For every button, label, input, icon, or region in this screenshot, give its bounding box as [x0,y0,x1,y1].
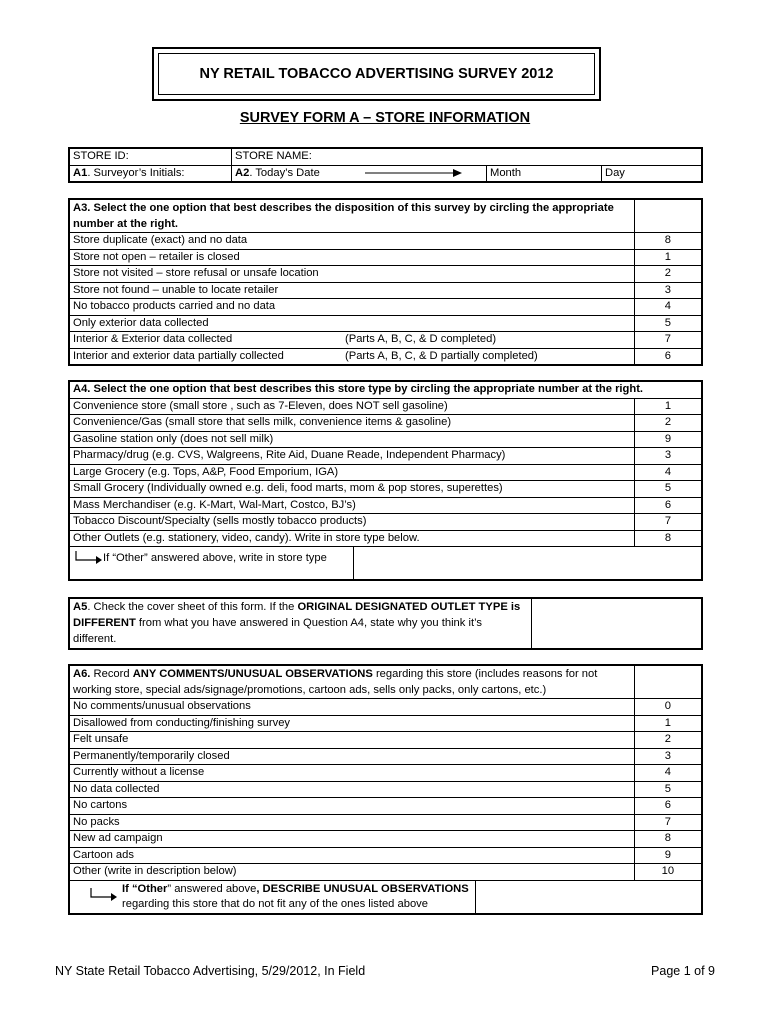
option-text: No cartons [73,799,128,811]
a3-option-code[interactable]: 6 [634,348,702,365]
option-text: Gasoline station only (does not sell milk) [73,432,274,445]
month-cell[interactable] [487,165,602,182]
a6-option-row [69,864,702,881]
footer-left: NY State Retail Tobacco Advertising, 5/29/2012, In Field [55,964,366,978]
a4-option-code[interactable]: 8 [635,530,703,547]
a6-option-row [69,765,702,782]
a6-option-code[interactable]: 1 [634,715,702,732]
a6-option-label [69,715,634,732]
a6-option-label [69,781,634,798]
a4-option-code[interactable]: 7 [635,514,703,531]
a6-text-3: working store, special ads/signage/promotions, cartoon ads, sells only packs, only cartons, etc.) [73,684,547,696]
a6-option-label [69,699,634,716]
a3-option-label [69,282,634,299]
a4-options [69,398,702,547]
page-number: Page 1 of 9 [651,964,715,978]
a6-other-row [69,880,702,914]
a6-option-label [69,814,634,831]
a3-option-label [69,233,634,250]
option-text: Cartoon ads [73,848,134,861]
a4-option-label [69,431,635,448]
a3-option-row [69,249,702,266]
a4-option-label [69,530,635,547]
a3-option-row [69,315,702,332]
a6-other-text-1: ” answered above [167,882,257,895]
a3-option-code[interactable]: 2 [634,266,702,283]
a5-number: A5 [73,601,88,613]
a3-option-row [69,332,702,349]
a4-option-code[interactable]: 5 [635,481,703,498]
a6-option-label [69,732,634,749]
a4-option-label [69,514,635,531]
a6-question [69,665,634,699]
option-text: Interior & Exterior data collected [73,333,233,345]
a3-option-row [69,299,702,316]
a6-other-prompt [70,881,476,913]
option-text: Tobacco Discount/Specialty (sells mostly tobacco products) [73,515,367,527]
option-text: Store not found – unable to locate retailer [73,283,279,296]
a4-other-input[interactable] [354,547,701,579]
a4-other-label: If “Other” answered above, write in store type [103,552,327,564]
a6-option-code[interactable]: 6 [634,798,702,815]
a3-option-row [69,266,702,283]
a3-option-code[interactable]: 7 [634,332,702,349]
a6-option-code[interactable]: 2 [634,732,702,749]
option-text: Convenience/Gas (small store that sells milk, convenience items & gasoline) [73,416,452,428]
a4-table [68,380,703,581]
a6-option-row [69,798,702,815]
a6-option-row [69,748,702,765]
a6-option-row [69,831,702,848]
date-cell [232,165,487,182]
a4-other-prompt [70,547,354,579]
a3-option-code[interactable]: 4 [634,299,702,316]
a4-option-row [69,415,702,432]
a6-text-1: Record [90,668,133,680]
a6-other-text [122,882,469,912]
a4-question [69,381,702,398]
store-info-table [68,147,703,183]
option-text: Felt unsafe [73,733,129,745]
a6-table [68,664,703,915]
a5-bold-1: ORIGINAL DESIGNATED OUTLET TYPE is [297,601,521,613]
a6-option-row [69,781,702,798]
a6-header-blank [634,665,702,699]
a3-option-label [69,332,634,349]
a6-options [69,699,702,881]
option-text: Store duplicate (exact) and no data [73,234,248,246]
a6-option-label [69,831,634,848]
date-label: . Today’s Date [249,166,320,179]
store-name-cell[interactable] [232,148,703,165]
a6-option-label [69,864,634,881]
a3-options [69,233,702,366]
option-text: No data collected [73,782,160,795]
a6-option-label [69,847,634,864]
month-label: Month [490,166,522,179]
a6-option-code[interactable]: 8 [634,831,702,848]
a4-option-code[interactable]: 6 [635,497,703,514]
a4-option-code[interactable]: 4 [635,464,703,481]
option-text: Small Grocery (Individually owned e.g. deli, food marts, mom & pop stores, superettes) [73,482,503,494]
a6-other-text-2: regarding this store that do not fit any of the ones listed above [122,897,428,910]
a6-number: A6. [73,668,91,680]
a5-text-1: . Check the cover sheet of this form. If the [87,601,298,613]
a3-option-code[interactable]: 1 [634,249,702,266]
a4-option-code[interactable]: 9 [635,431,703,448]
a4-option-row [69,481,702,498]
a3-option-code[interactable]: 3 [634,282,702,299]
a6-other-input[interactable] [476,881,701,913]
surveyor-initials-label: . Surveyor’s Initials: [87,166,185,179]
form-subtitle: SURVEY FORM A – STORE INFORMATION [239,110,531,126]
option-text: Other Outlets (e.g. stationery, video, candy). Write in store type below. [73,531,420,544]
a4-option-label [69,497,635,514]
a4-question-text: A4. Select the one option that best describes this store type by circling the appropriate number at the right. [73,383,644,395]
a5-answer-input[interactable] [532,598,703,649]
a3-option-code[interactable]: 5 [634,315,702,332]
a2-number: A2 [235,166,250,179]
a4-option-label [69,481,635,498]
a6-option-code[interactable]: 0 [634,699,702,716]
a4-option-row [69,431,702,448]
a3-option-label [69,249,634,266]
a5-bold-2: DIFFERENT [73,617,136,629]
a6-option-code[interactable]: 7 [634,814,702,831]
a3-option-code[interactable]: 8 [634,233,702,250]
day-cell[interactable] [602,165,703,182]
option-text: Mass Merchandiser (e.g. K-Mart, Wal-Mart, Costco, BJ’s) [73,498,356,511]
title-box [152,47,601,101]
a6-option-row [69,847,702,864]
option-text: Pharmacy/drug (e.g. CVS, Walgreens, Rite Aid, Duane Reade, Independent Pharmacy) [73,449,506,461]
a3-question [69,199,634,233]
surveyor-initials-cell[interactable] [69,165,232,182]
option-note: (Parts A, B, C, & D completed) [345,333,497,345]
a6-option-code[interactable]: 5 [634,781,702,798]
option-text: Currently without a license [73,766,205,778]
option-text: New ad campaign [73,832,163,844]
a3-table [68,198,703,366]
option-text: Large Grocery (e.g. Tops, A&P, Food Emporium, IGA) [73,465,339,478]
a4-option-label [69,398,635,415]
store-name-label: STORE NAME: [235,150,312,162]
a4-other-row [69,547,702,581]
return-arrow-icon [88,886,118,908]
a4-option-code[interactable]: 3 [635,448,703,465]
a6-text-2: regarding this store (includes reasons for not [372,668,598,680]
a5-text-2: from what you have answered in Question A4, state why you think it’s [135,617,482,629]
a6-option-row [69,732,702,749]
a3-question-text-cont: number at the right. [73,218,179,230]
a6-option-label [69,798,634,815]
a3-option-row [69,282,702,299]
a6-option-row [69,699,702,716]
a1-number: A1 [73,166,88,179]
a4-option-row [69,464,702,481]
a4-option-row [69,497,702,514]
a4-option-code[interactable]: 2 [635,415,703,432]
option-text: No tobacco products carried and no data [73,300,276,312]
a4-option-label [69,415,635,432]
a3-header-blank [634,199,702,233]
a6-option-code[interactable]: 10 [634,864,702,881]
a6-other-bold-1: If “Other [122,882,168,895]
a3-question-text: A3. Select the one option that best describes the disposition of this survey by circling the appropriate [73,202,614,214]
a6-option-row [69,814,702,831]
arrow-right-icon [365,168,463,178]
a6-option-label [69,765,634,782]
a5-question [69,598,532,649]
a6-option-code[interactable]: 9 [634,847,702,864]
option-text: Store not visited – store refusal or unsafe location [73,267,319,279]
a5-table [68,597,703,650]
a4-option-row [69,448,702,465]
option-text: No comments/unusual observations [73,700,251,712]
option-text: No packs [73,815,120,828]
return-arrow-icon [73,551,103,565]
a3-option-row [69,233,702,250]
a6-option-code[interactable]: 3 [634,748,702,765]
a4-option-row [69,530,702,547]
day-label: Day [605,166,625,179]
form-title: NY RETAIL TOBACCO ADVERTISING SURVEY 2012 [158,53,595,95]
a5-text-3: different. [73,633,117,645]
a3-option-row [69,348,702,365]
a4-option-code[interactable]: 1 [635,398,703,415]
a3-option-label [69,315,634,332]
a6-other-bold-2: , DESCRIBE UNUSUAL OBSERVATIONS [256,882,469,895]
a6-bold-1: ANY COMMENTS/UNUSUAL OBSERVATIONS [132,668,373,680]
option-text: Store not open – retailer is closed [73,250,240,263]
option-text: Permanently/temporarily closed [73,749,230,762]
option-text: Interior and exterior data partially collected [73,349,284,362]
a3-option-label [69,299,634,316]
store-id-cell[interactable] [69,148,232,165]
a4-option-row [69,398,702,415]
a4-option-label [69,464,635,481]
a6-option-row [69,715,702,732]
option-text: Only exterior data collected [73,316,209,329]
a6-option-code[interactable]: 4 [634,765,702,782]
option-text: Convenience store (small store , such as 7-Eleven, does NOT sell gasoline) [73,399,448,412]
option-text: Other (write in description below) [73,865,237,877]
a4-option-row [69,514,702,531]
a3-option-label [69,348,634,365]
option-note: (Parts A, B, C, & D partially completed) [345,349,538,362]
a6-option-label [69,748,634,765]
option-text: Disallowed from conducting/finishing survey [73,716,291,729]
a3-option-label [69,266,634,283]
a4-option-label [69,448,635,465]
store-id-label: STORE ID: [73,150,129,162]
